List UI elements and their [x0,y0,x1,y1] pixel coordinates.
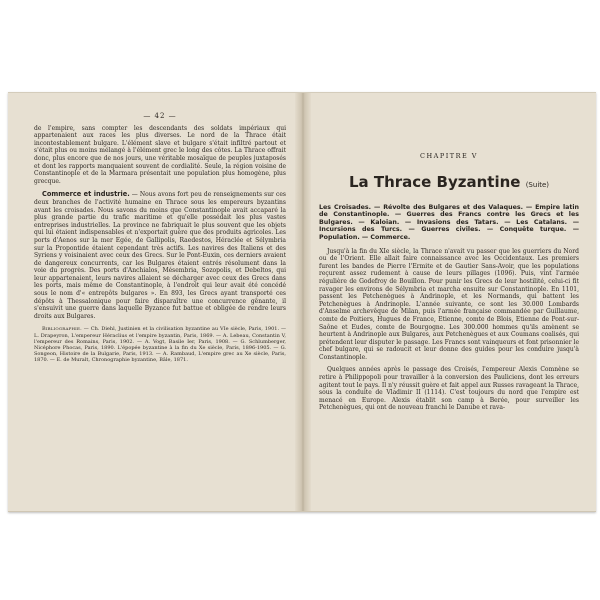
chapter-title-text: La Thrace Byzantine [348,172,521,191]
bibliography [34,326,286,363]
page-number: — 42 — [143,112,177,120]
right-paragraph-1: Jusqu'à la fin du XIe siècle, la Thrace n'avait vu passer que les guerriers du Nord ou de l'Orient. Elle allait faire connaissance avec les Occidentaux. Les premiers furent les bandes de Pierre l'Ermite et de Gautier Sans-Avoir, que les populations reçurent assez rudement à cause de leurs pillages (1096). Puis, vint l'armée régulière de Godefroy de Bouillon. Pour punir les Grecs de leur hostilité, celui-ci fit ravager les environs de Sélymbria et marcha ensuite sur Constantinople. En 1101, passent les Petchenègues à Andrinople, et les Normands, qui battent les Petchenègues à Andrinople. L'année suivante, ce sont les 30.000 Lombards d'Anselme archevêque de Milan, puis l'armée française commandée par Guillaume, comte de Poitiers, Hugues de France, Etienne, comte de Blois, Etienne de Pont-sur-Saône et Eudes, comte de Bourgogne. Les 300.000 hommes qu'ils amènent se heurtent à Andrinople aux Bulgares, aux Petchenègues et aux Coumans coalisés, qui prétendent leur disputer le passage. Les Francs sont vainqueurs et font prisonnier le chef bulgare, qui se radoucit et leur donne des guides pour les conduire jusqu'à Constantinople. [319,247,579,361]
left-paragraph-1: de l'empire, sans compter les descendants des soldats impériaux qui appartenaient aux races les plus diverses. Le nord de la Thrace était incontestablement bulgare. L'élément slave et bulgare s'était infiltré partout et s'était plus ou moins mélangé à l'élément grec le long des côtes. La Thrace offrait donc, plus encore que de nos jours, une véritable mosaïque de peuples juxtaposés et dont les rapports manquaient souvent de cordialité. Seule, la région voisine de Constantinople et de la Marmara présentait une population plus homogène, plus grecque. [34,124,286,185]
section-heading: Commerce et industrie. [42,190,130,199]
open-book [8,92,596,512]
right-paragraph-2: Quelques années après le passage des Croisés, l'empereur Alexis Comnène se retire à Philippopoli pour travailler à la conversion des Pauliciens, dont les erreurs agitent tout le pays. Il n'y réussit guère et fait appel aux Russes ravageant la Thrace, sous la conduite de Vladimir II (1114). C'est toujours du nord que l'empire est menacé en Europe. Alexis établit son camp à Berée, pour surveiller les Petchenègues, qui ont de nouveau franchi le Danube et rava- [319,366,579,412]
chapter-title-suffix: (Suite) [525,180,550,189]
chapter-title [319,173,579,194]
chapter-label: CHAPITRE V [419,152,478,160]
bibliography-label: Bibliographie. [42,326,82,333]
left-page [34,93,286,511]
section-text: — Nous avons fort peu de renseignements sur ces deux branches de l'activité humaine en Thrace sous les empereurs byzantins avant les croisades. Nous savons du moins que Constantinople avait accaparé la plus grande partie du trafic maritime et qu'elle possédait les plus vastes entreprises industrielles. La province ne fabriquait le plus souvent que les objets qui lui étaient indispensables et n'exportait guère que des produits agricoles. Les ports d'Aenos sur la mer Egée, de Gallipolis, Raedestos, Héraclée et Sélymbria sur la Propontide étaient cependant très actifs. Les navires des Italiens et des Syriens y voisinaient avec ceux des Grecs. Sur le Pont-Euxin, ces derniers avaient de dangereux concurrents, car les Bulgares étaient entrés résolument dans la voie du progrès. Des ports d'Anchialos, Mésembria, Sozopolis, et Debeltos, qui leur appartenaient, leurs navires allaient se décharger avec ceux des Grecs dans les ports, mais même de Constantinople, à l'endroit qui leur avait été concédé sous le nom d'« entrepôts bulgares ». En 893, les Grecs ayant transporté ces dépôts à Thessalonique pour faire disparaître une concurrence gênante, il s'ensuivit une guerre dans laquelle Byzance fut battue et obligée de rendre leurs droits aux Bulgares. [34,191,286,320]
right-page [319,93,579,511]
bibliography-text: — Ch. Diehl, Justinien et la civilisation byzantine au VIe siècle, Paris, 1901. — L. Drapeyron, L'empereur Héraclius et l'empire byzantin, Paris, 1869. — A. Lebeau, Constantin V, l'empereur des Romains, Paris, 1902. — A. Vogt, Basile Ier, Paris, 1908. — G. Schlumberger, Nicéphore Phocas, Paris, 1890. L'épopée byzantine à la fin du Xe siècle, Paris, 1896-1905. — G. Songeon, Histoire de la Bulgarie, Paris, 1913. — A. Rambaud, L'empire grec au Xe siècle, Paris, 1870. — E. de Muralt, Chronographie byzantine, Bâle, 1871. [34,326,286,364]
commerce-section [34,191,286,320]
chapter-summary: Les Croisades. — Révolte des Bulgares et des Valaques. — Empire latin de Constantinople. — Guerres des Francs contre les Grecs et les Bulgares. — Kaloian. — Invasions des Tatars. — Les Catalans. — Incursions des Turcs. — Guerres civiles. — Conquête turque. — Population. — Commerce. [319,203,579,241]
book-gutter [295,93,311,511]
